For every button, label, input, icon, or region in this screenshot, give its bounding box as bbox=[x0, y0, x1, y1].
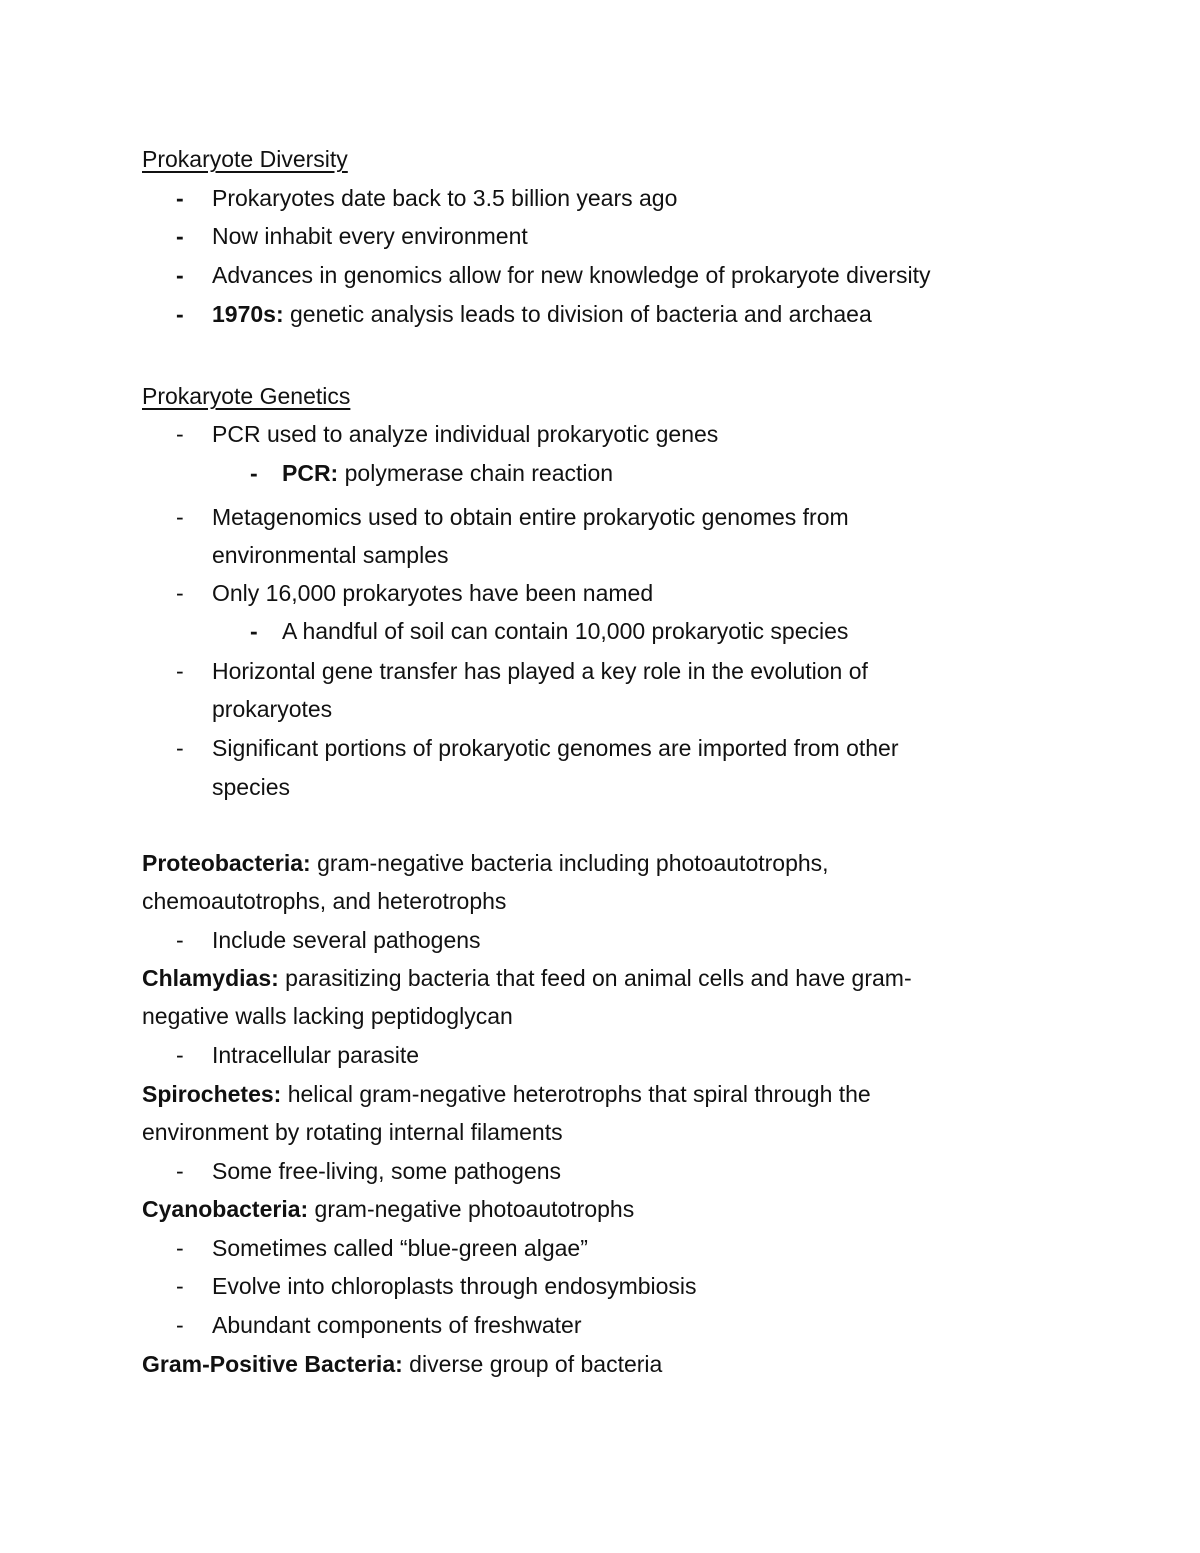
bold-term: Gram-Positive Bacteria: bbox=[142, 1351, 403, 1377]
bullet-dash: - bbox=[176, 1312, 184, 1338]
bold-term: 1970s: bbox=[212, 301, 284, 327]
bullet-dash: - bbox=[176, 658, 184, 684]
sub-bullet-text: A handful of soil can contain 10,000 prokaryotic species bbox=[282, 618, 849, 644]
bold-term: Cyanobacteria: bbox=[142, 1196, 309, 1222]
sub-bullet-text bbox=[282, 458, 613, 488]
bullet-text: Sometimes called “blue-green algae” bbox=[212, 1235, 588, 1261]
bullet-text-continued: prokaryotes bbox=[212, 696, 333, 722]
bullet-dash: - bbox=[176, 421, 184, 447]
sub-bullet-dash: - bbox=[250, 618, 258, 644]
definition-continued: environment by rotating internal filaments bbox=[142, 1119, 563, 1145]
bullet-text: Some free-living, some pathogens bbox=[212, 1158, 562, 1184]
term-definition: gram-negative bacteria including photoautotrophs, bbox=[310, 850, 829, 876]
bullet-dash: - bbox=[176, 1273, 184, 1299]
bullet-dash: - bbox=[176, 504, 184, 530]
section-heading-diversity: Prokaryote Diversity bbox=[142, 146, 348, 172]
bullet-text: Evolve into chloroplasts through endosymbiosis bbox=[212, 1273, 697, 1299]
bullet-dash: - bbox=[176, 262, 184, 288]
bullet-dash: - bbox=[176, 223, 184, 249]
definition-continued: chemoautotrophs, and heterotrophs bbox=[142, 888, 507, 914]
term-definition: helical gram-negative heterotrophs that spiral through the bbox=[281, 1081, 871, 1107]
bullet-text: Metagenomics used to obtain entire prokaryotic genomes from bbox=[212, 504, 849, 530]
bullet-text: Prokaryotes date back to 3.5 billion years ago bbox=[212, 185, 678, 211]
bullet-text: Now inhabit every environment bbox=[212, 223, 528, 249]
bullet-text: Significant portions of prokaryotic genomes are imported from other bbox=[212, 735, 899, 761]
term-definition: gram-negative photoautotrophs bbox=[308, 1196, 635, 1222]
term-definition: diverse group of bacteria bbox=[402, 1351, 663, 1377]
bullet-dash: - bbox=[176, 1235, 184, 1261]
section-heading-genetics: Prokaryote Genetics bbox=[142, 383, 351, 409]
bullet-text: Advances in genomics allow for new knowledge of prokaryote diversity bbox=[212, 262, 931, 288]
bold-term: Spirochetes: bbox=[142, 1081, 282, 1107]
bullet-text: Abundant components of freshwater bbox=[212, 1312, 582, 1338]
bullet-dash: - bbox=[176, 735, 184, 761]
sub-bullet-dash: - bbox=[250, 460, 258, 486]
term-definition: parasitizing bacteria that feed on animal cells and have gram- bbox=[278, 965, 912, 991]
bullet-dash: - bbox=[176, 927, 184, 953]
bullet-text-continued: environmental samples bbox=[212, 542, 449, 568]
bullet-dash: - bbox=[176, 301, 184, 327]
definition-spirochetes bbox=[142, 1079, 871, 1109]
bullet-dash: - bbox=[176, 1042, 184, 1068]
bullet-dash: - bbox=[176, 1158, 184, 1184]
definition-continued: negative walls lacking peptidoglycan bbox=[142, 1003, 513, 1029]
bullet-text: Include several pathogens bbox=[212, 927, 481, 953]
bullet-text-continued: species bbox=[212, 774, 290, 800]
bullet-dash: - bbox=[176, 580, 184, 606]
bold-term: Chlamydias: bbox=[142, 965, 279, 991]
term-definition: genetic analysis leads to division of bacteria and archaea bbox=[283, 301, 872, 327]
bold-term: PCR: bbox=[282, 460, 339, 486]
bullet-text: Only 16,000 prokaryotes have been named bbox=[212, 580, 654, 606]
definition-gram-positive bbox=[142, 1349, 662, 1379]
bold-term: Proteobacteria: bbox=[142, 850, 311, 876]
definition-cyanobacteria bbox=[142, 1194, 634, 1224]
bullet-dash: - bbox=[176, 185, 184, 211]
bullet-text: Intracellular parasite bbox=[212, 1042, 420, 1068]
definition-chlamydias bbox=[142, 963, 912, 993]
bullet-text: PCR used to analyze individual prokaryotic genes bbox=[212, 421, 719, 447]
definition-proteobacteria bbox=[142, 848, 829, 878]
bullet-text: Horizontal gene transfer has played a key role in the evolution of bbox=[212, 658, 868, 684]
term-definition: polymerase chain reaction bbox=[338, 460, 614, 486]
bullet-text bbox=[212, 299, 872, 329]
